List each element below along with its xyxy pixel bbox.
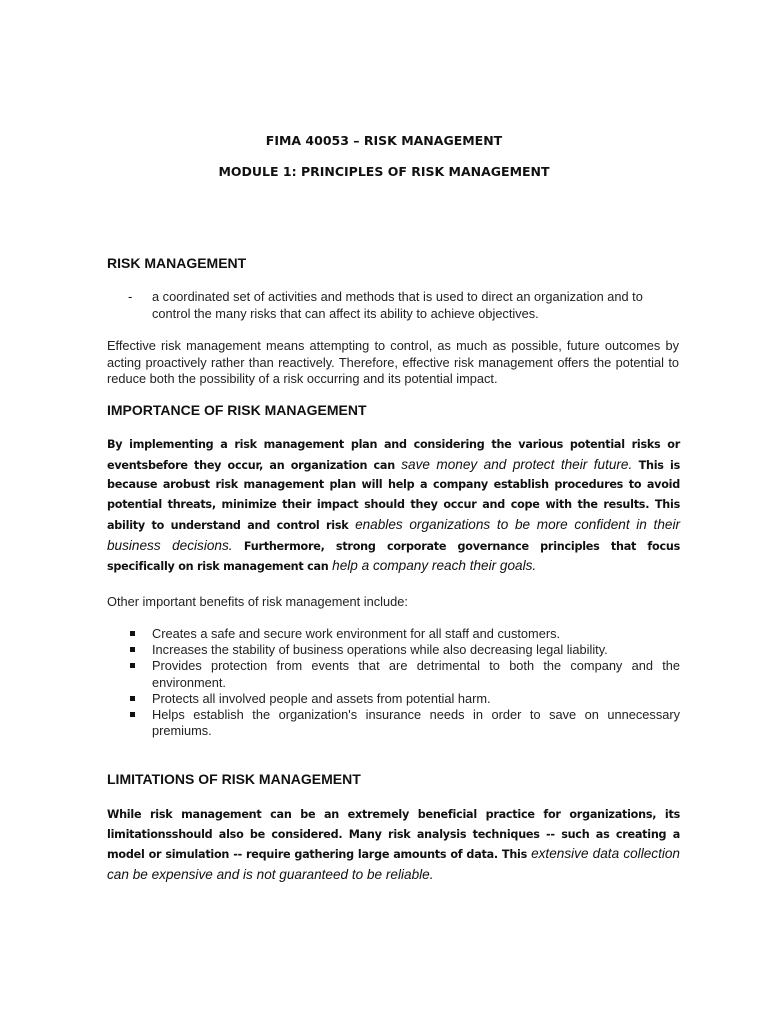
definition-text: a coordinated set of activities and methods that is used to direct an organization and to control the many risks that can affect its ability to achieve objectives.	[152, 289, 643, 321]
course-title: FIMA 40053 – RISK MANAGEMENT	[265, 133, 503, 148]
limitations-text-1: While risk management can be an extremely beneficial practice for organizations, its limitationsshould also be considered. Many risk analysis techniques -- such as creating a model or simulation -- require gathering large amounts of data. This	[107, 808, 680, 862]
list-item	[128, 658, 680, 690]
effective-risk-paragraph: Effective risk management means attempting to control, as much as possible, future outcomes by acting proactively rather than reactively. Therefore, effective risk management offers the potential to reduce both the possibility of a risk occurring and its potential impact.	[107, 338, 679, 386]
section-heading-limitations: LIMITATIONS OF RISK MANAGEMENT	[107, 771, 361, 787]
list-item	[128, 707, 680, 739]
section-heading-risk-management: RISK MANAGEMENT	[107, 255, 247, 271]
importance-paragraph	[107, 435, 680, 577]
limitations-emphasis-1: extensive data collection can be expensive and is not guaranteed to be reliable.	[107, 846, 680, 883]
benefit-text: Helps establish the organization's insurance needs in order to save on unnecessary premiums.	[152, 707, 680, 739]
list-item	[128, 691, 680, 707]
importance-text-1: By implementing a risk management plan and considering the various potential risks or eventsbefore they occur, an organization can	[107, 438, 680, 472]
square-bullet-icon	[130, 696, 135, 701]
square-bullet-icon	[130, 647, 135, 652]
benefit-text: Creates a safe and secure work environment for all staff and customers.	[152, 626, 561, 641]
benefit-text: Increases the stability of business operations while also decreasing legal liability.	[152, 642, 608, 658]
square-bullet-icon	[130, 663, 135, 668]
square-bullet-icon	[130, 712, 135, 717]
square-bullet-icon	[130, 631, 135, 636]
benefit-text: Protects all involved people and assets from potential harm.	[152, 690, 491, 706]
limitations-paragraph	[107, 805, 680, 886]
importance-emphasis-1: save money and protect their future.	[401, 456, 633, 472]
importance-emphasis-3: help a company reach their goals.	[332, 558, 537, 574]
definition-item	[128, 289, 680, 322]
benefit-text: Provides protection from events that are detrimental to both the company and the environment.	[152, 658, 680, 690]
list-item	[128, 626, 680, 642]
importance-emphasis-2: enables organizations to be more confident in their business decisions.	[107, 516, 680, 553]
section-heading-importance: IMPORTANCE OF RISK MANAGEMENT	[107, 402, 367, 418]
dash-marker: -	[128, 289, 133, 304]
importance-text-2: This is because arobust risk management plan will help a company establish procedures to avoid potential threats, minimize their impact should they occur and cope with the results. This ability to understand and control risk	[107, 458, 681, 532]
importance-text-3: Furthermore, strong corporate governance principles that focus specifically on risk management can	[107, 539, 680, 574]
benefits-intro: Other important benefits of risk management include:	[107, 594, 408, 609]
list-item	[128, 642, 680, 658]
module-title: MODULE 1: PRINCIPLES OF RISK MANAGEMENT	[218, 164, 550, 179]
benefits-list	[128, 626, 680, 739]
